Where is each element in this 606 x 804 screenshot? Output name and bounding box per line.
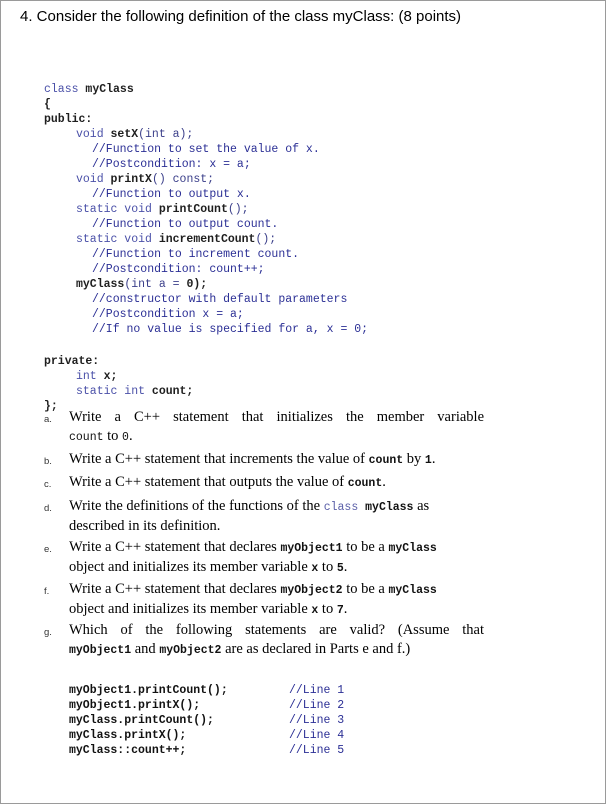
code-line-open-brace: { [44,98,51,111]
question-label: b. [44,456,52,467]
question-title: 4. Consider the following definition of the class myClass: (8 points) [20,8,462,25]
line-comment: //Line 3 [289,714,345,727]
statement-code: myClass.printCount(); [69,714,214,727]
code-line-private: private: [44,355,100,368]
statement-code: myObject1.printCount(); [69,684,228,697]
question-label: a. [44,414,52,425]
question-g: g. Which of the following statements are valid? (Assume that myObject1 and myObject2 are as declared in Parts e and f.) [44,622,484,657]
line-comment: //Line 5 [289,744,345,757]
question-b: b. Write a C++ statement that increments the value of count by 1. [44,450,484,470]
question-e: e. Write a C++ statement that declares myObject1 to be a myClass object and initializes its member variable x to 5. [44,539,437,575]
statement-code-list [69,668,228,773]
question-d: d. Write the definitions of the functions of the class myClass as described in its definition. [44,498,430,534]
question-label: c. [44,479,52,490]
code-comment: //Function to increment count. [92,248,300,261]
code-line-printx: void printX() const; [76,173,215,186]
statement-comment-list [289,668,344,773]
line-comment: //Line 4 [289,729,345,742]
code-line-int-x: int x; [76,370,118,383]
line-comment: //Line 1 [289,684,345,697]
question-a: a. Write a C++ statement that initializes the member variable count to 0. [44,409,484,444]
code-comment: //Postcondition: x = a; [92,158,251,171]
code-comment: //Function to output x. [92,188,251,201]
statement-code: myClass::count++; [69,744,187,757]
statement-code: myClass.printX(); [69,729,187,742]
code-line-incrementcount: static void incrementCount(); [76,233,277,246]
code-line-public: public: [44,113,93,126]
code-line-close-brace: }; [44,400,58,413]
question-label: e. [44,544,52,555]
code-line-printcount: static void printCount(); [76,203,249,216]
code-comment: //constructor with default parameters [92,293,348,306]
question-label: f. [44,586,50,597]
code-comment: //Postcondition: count++; [92,263,265,276]
code-line-class: class myClass [44,83,134,96]
class-definition-code [44,67,368,352]
code-comment: //If no value is specified for a, x = 0; [92,323,369,336]
question-f: f. Write a C++ statement that declares myObject2 to be a myClass object and initializes its member variable x to 7. [44,581,437,617]
code-comment: //Function to set the value of x. [92,143,320,156]
code-line-constructor: myClass(int a = 0); [76,278,208,291]
question-c: c. Write a C++ statement that outputs the value of count. [44,473,484,493]
code-comment: //Function to output count. [92,218,279,231]
statement-code: myObject1.printX(); [69,699,201,712]
line-comment: //Line 2 [289,699,345,712]
question-label: d. [44,503,52,514]
question-label: g. [44,627,52,638]
code-line-static-count: static int count; [76,385,194,398]
code-line-setx: void setX(int a); [76,128,194,141]
code-comment: //Postcondition x = a; [92,308,244,321]
